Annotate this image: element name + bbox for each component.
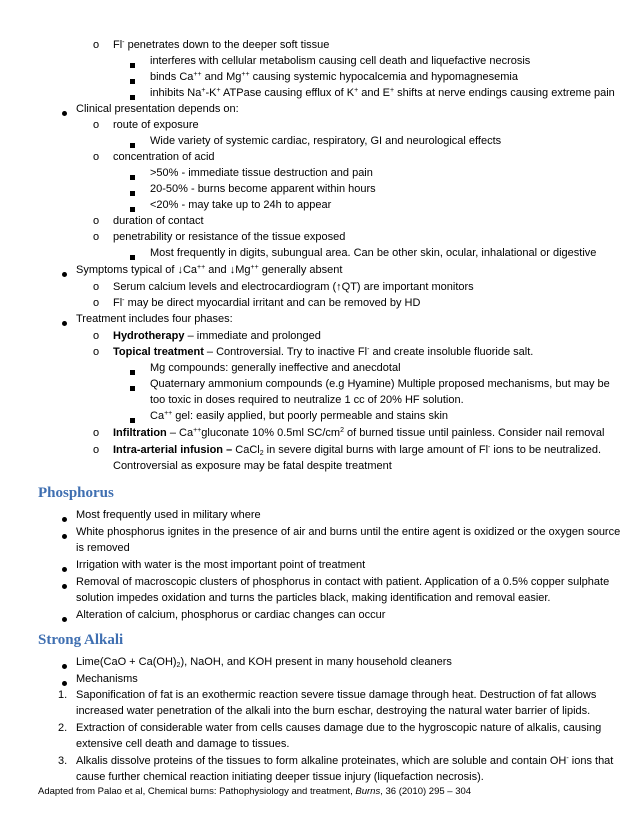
text-line: Intra-arterial infusion – CaCl$_2$ in severe digital burns with large amount of Fl- ions to be neutralized. bbox=[113, 444, 602, 457]
square-bullet-icon bbox=[130, 170, 135, 184]
dot-bullet-icon bbox=[62, 579, 67, 593]
dot-bullet-icon bbox=[62, 106, 67, 120]
list-number: 2. bbox=[58, 722, 68, 734]
text-line: Lime(CaO + $Ca(OH)_2$), NaOH, and KOH present in many household cleaners bbox=[76, 656, 452, 669]
text-line: Infiltration – Ca++gluconate 10% 0.5ml $SC/cm^2$ of burned tissue until painless. Consider nail removal bbox=[113, 427, 605, 439]
text-line: Treatment includes four phases: bbox=[76, 313, 233, 325]
text-line: Extraction of considerable water from cells causes damage due to the hygroscopic nature of alkalis, causing bbox=[76, 722, 602, 734]
dot-bullet-icon bbox=[62, 659, 67, 673]
dot-bullet-icon bbox=[62, 267, 67, 281]
square-bullet-icon bbox=[130, 186, 135, 200]
text-line: Removal of macroscopic clusters of phosphorus in contact with patient. Application of a 0.5% copper sulphate bbox=[76, 576, 610, 588]
text-line: Mg compounds: generally ineffective and anecdotal bbox=[150, 362, 401, 374]
text-line: interferes with cellular metabolism causing cell death and liquefactive necrosis bbox=[150, 55, 531, 67]
text-line: increased water penetration of the alkali into the burn eschar, destroying the natural water barrier of lipids. bbox=[76, 705, 591, 717]
circle-bullet-icon: o bbox=[93, 215, 100, 227]
square-bullet-icon bbox=[130, 250, 135, 264]
circle-bullet-icon: o bbox=[93, 346, 100, 358]
text-line: extensive cell death and damage to tissues. bbox=[76, 738, 290, 750]
text-line: cause further chemical reaction initiating deeper tissue injury (liquefaction necrosis). bbox=[76, 771, 484, 783]
text-line: Most frequently in digits, subungual area. Can be other skin, ocular, inhalational or digestive bbox=[150, 247, 597, 259]
dot-bullet-icon bbox=[62, 562, 67, 576]
square-bullet-icon bbox=[130, 381, 135, 395]
circle-bullet-icon: o bbox=[93, 444, 100, 456]
text-line: route of exposure bbox=[113, 119, 199, 131]
circle-bullet-icon: o bbox=[93, 330, 100, 342]
citation-footer: Adapted from Palao et al, Chemical burns: Pathophysiology and treatment, Burns, 36 (2010) 295 – 304 bbox=[38, 786, 472, 797]
text-line: inhibits Na+-K+ ATPase causing efflux of K+ and E+ shifts at nerve endings causing extreme pain bbox=[150, 87, 615, 99]
text-line: Ca++ gel: easily applied, but poorly permeable and stains skin bbox=[150, 410, 449, 422]
text-line: Irrigation with water is the most important point of treatment bbox=[76, 559, 366, 571]
text-line: White phosphorus ignites in the presence of air and burns until the entire agent is oxidized or the oxygen source bbox=[76, 526, 621, 538]
text-line: Most frequently used in military where bbox=[76, 509, 261, 521]
text-line: solution impedes oxidation and turns the particles black, making identification and removal easier. bbox=[76, 592, 551, 604]
circle-bullet-icon: o bbox=[93, 427, 100, 439]
text-line: >50% - immediate tissue destruction and pain bbox=[150, 167, 373, 179]
text-line: is removed bbox=[76, 542, 130, 554]
text-line: binds Ca++ and Mg++ causing systemic hypocalcemia and hypomagnesemia bbox=[150, 71, 518, 83]
dot-bullet-icon bbox=[62, 512, 67, 526]
square-bullet-icon bbox=[130, 58, 135, 72]
text-line: Serum calcium levels and electrocardiogram (↑QT) are important monitors bbox=[113, 281, 474, 293]
circle-bullet-icon: o bbox=[93, 119, 100, 131]
circle-bullet-icon: o bbox=[93, 39, 100, 51]
circle-bullet-icon: o bbox=[93, 231, 100, 243]
text-line: Topical treatment – Controversial. Try to inactive Fl- and create insoluble fluoride salt. bbox=[113, 346, 534, 358]
text-line: Fl- penetrates down to the deeper soft tissue bbox=[113, 39, 330, 51]
text-line: 20-50% - burns become apparent within hours bbox=[150, 183, 376, 195]
text-line: Fl- may be direct myocardial irritant and can be removed by HD bbox=[113, 297, 421, 309]
text-line: <20% - may take up to 24h to appear bbox=[150, 199, 332, 211]
list-number: 1. bbox=[58, 689, 68, 701]
square-bullet-icon bbox=[130, 74, 135, 88]
text-line: Controversial as exposure may be fatal despite treatment bbox=[113, 460, 392, 472]
text-line: Wide variety of systemic cardiac, respiratory, GI and neurological effects bbox=[150, 135, 502, 147]
text-line: Symptoms typical of ↓Ca++ and ↓Mg++ generally absent bbox=[76, 264, 343, 276]
text-line: duration of contact bbox=[113, 215, 204, 227]
dot-bullet-icon bbox=[62, 316, 67, 330]
text-line: Clinical presentation depends on: bbox=[76, 103, 239, 115]
text-line: Quaternary ammonium compounds (e.g Hyamine) Multiple proposed mechanisms, but may be bbox=[150, 378, 610, 390]
text-line: Mechanisms bbox=[76, 673, 138, 685]
text-line: Alkalis dissolve proteins of the tissues to form alkaline proteinates, which are soluble and contain OH- ions that bbox=[76, 755, 614, 767]
circle-bullet-icon: o bbox=[93, 151, 100, 163]
dot-bullet-icon bbox=[62, 612, 67, 626]
square-bullet-icon bbox=[130, 365, 135, 379]
section-heading-phosphorus: Phosphorus bbox=[38, 485, 114, 501]
circle-bullet-icon: o bbox=[93, 281, 100, 293]
section-heading-strong-alkali: Strong Alkali bbox=[38, 632, 124, 648]
text-line: Saponification of fat is an exothermic reaction severe tissue damage through heat. Destruction of fat allows bbox=[76, 689, 597, 701]
text-line: penetrability or resistance of the tissue exposed bbox=[113, 231, 346, 243]
text-line: Alteration of calcium, phosphorus or cardiac changes can occur bbox=[76, 609, 386, 621]
text-line: concentration of acid bbox=[113, 151, 215, 163]
dot-bullet-icon bbox=[62, 529, 67, 543]
text-line: too toxic in doses required to neutralize 1 cc of 20% HF solution. bbox=[150, 394, 464, 406]
square-bullet-icon bbox=[130, 413, 135, 427]
text-line: Hydrotherapy – immediate and prolonged bbox=[113, 330, 321, 342]
list-number: 3. bbox=[58, 755, 68, 767]
circle-bullet-icon: o bbox=[93, 297, 100, 309]
